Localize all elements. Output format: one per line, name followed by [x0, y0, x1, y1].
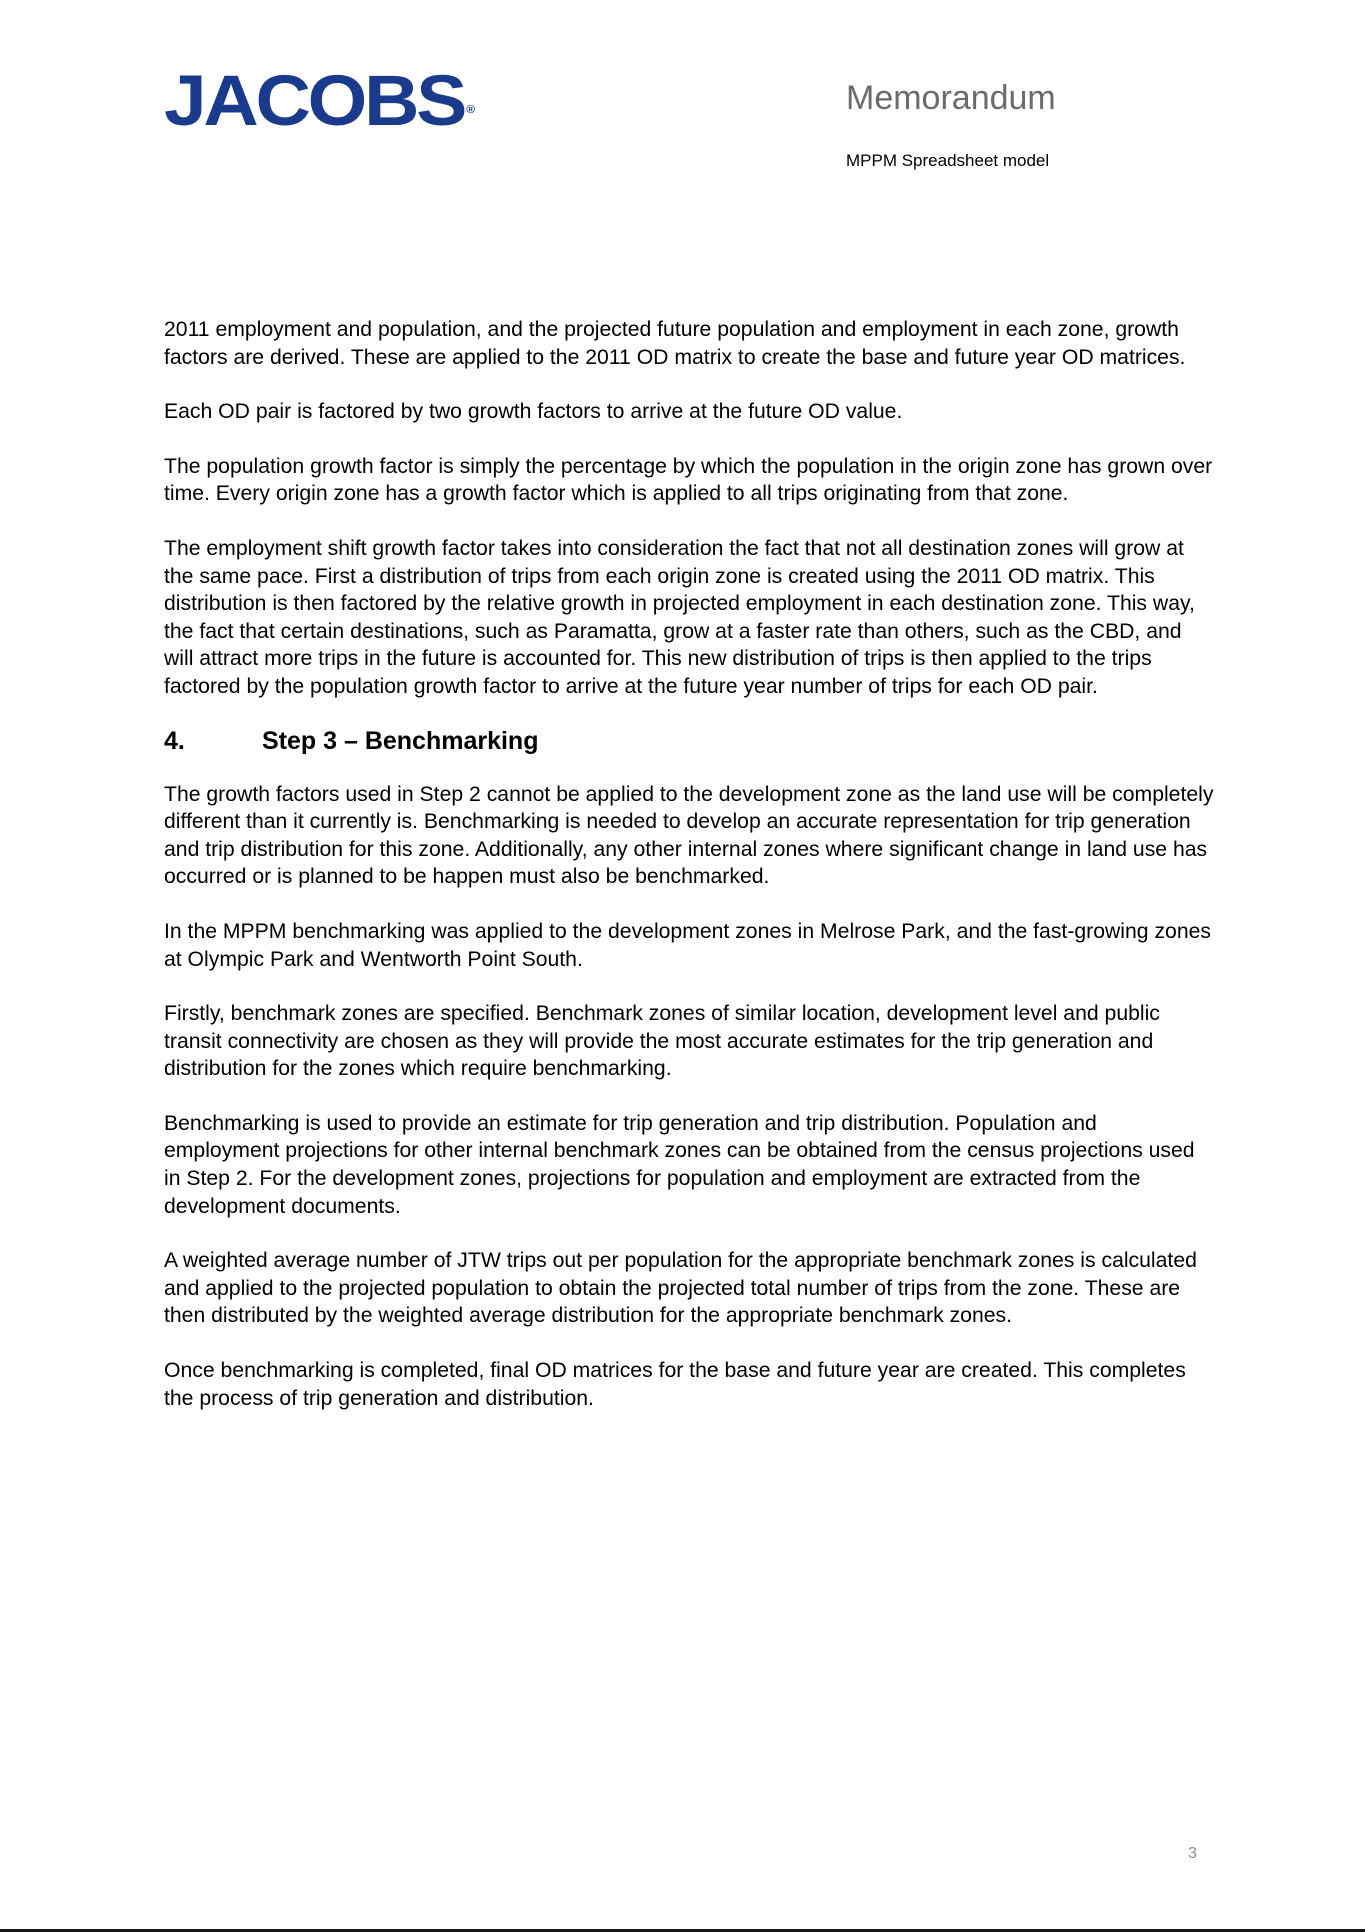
section-heading [164, 726, 1214, 756]
paragraph: The population growth factor is simply the percentage by which the population in the origin zone has grown over time. Every origin zone has a growth factor which is applied to all trips originating from that zone. [164, 454, 1213, 506]
memo-body [164, 316, 1214, 1439]
page-number: 3 [1188, 1845, 1197, 1862]
section-number: 4. [164, 726, 185, 755]
paragraph: Each OD pair is factored by two growth factors to arrive at the future OD value. [164, 400, 903, 424]
logo-text: JACOBS [164, 62, 465, 141]
paragraph: Benchmarking is used to provide an estimate for trip generation and trip distribution. Population and employment projections for other internal benchmark zones can be obtained from the census projections used in Step 2. For the development zones, projections for population and employment are extracted from the development documents. [164, 1111, 1195, 1218]
memo-subtitle: MPPM Spreadsheet model [846, 151, 1050, 170]
paragraph: Once benchmarking is completed, final OD matrices for the base and future year are created. This completes the process of trip generation and distribution. [164, 1359, 1186, 1410]
memo-title: Memorandum [846, 79, 1056, 117]
paragraph: 2011 employment and population, and the projected future population and employment in each zone, growth factors are derived. These are applied to the 2011 OD matrix to create the base and future year OD matrices. [164, 318, 1186, 369]
registered-mark: ® [466, 104, 476, 116]
section-title: Step 3 – Benchmarking [262, 726, 539, 755]
paragraph: Firstly, benchmark zones are specified. Benchmark zones of similar location, development level and public transit connectivity are chosen as they will provide the most accurate estimates for the trip generation and distribution for the zones which require benchmarking. [164, 1002, 1160, 1081]
paragraph: In the MPPM benchmarking was applied to the development zones in Melrose Park, and the fast-growing zones at Olympic Park and Wentworth Point South. [164, 919, 1211, 971]
paragraph: A weighted average number of JTW trips out per population for the appropriate benchmark zones is calculated and applied to the projected population to obtain the projected total number of trips from the zone. These are then distributed by the weighted average distribution for the appropriate benchmark zones. [164, 1249, 1197, 1328]
jacobs-logo [164, 62, 475, 142]
paragraph: The growth factors used in Step 2 cannot be applied to the development zone as the land use will be completely different than it currently is. Benchmarking is needed to develop an accurate representation for trip generation and trip distribution for this zone. Additionally, any other internal zones where significant change in land use has occurred or is planned to be happen must also be benchmarked. [164, 782, 1214, 889]
paragraph: The employment shift growth factor takes into consideration the fact that not all destination zones will grow at the same pace. First a distribution of trips from each origin zone is created using the 2011 OD matrix. This distribution is then factored by the relative growth in projected employment in each destination zone. This way, the fact that certain destinations, such as Paramatta, grow at a faster rate than others, such as the CBD, and will attract more trips in the future is accounted for. This new distribution of trips is then applied to the trips factored by the population growth factor to arrive at the future year number of trips for each OD pair. [164, 536, 1195, 698]
